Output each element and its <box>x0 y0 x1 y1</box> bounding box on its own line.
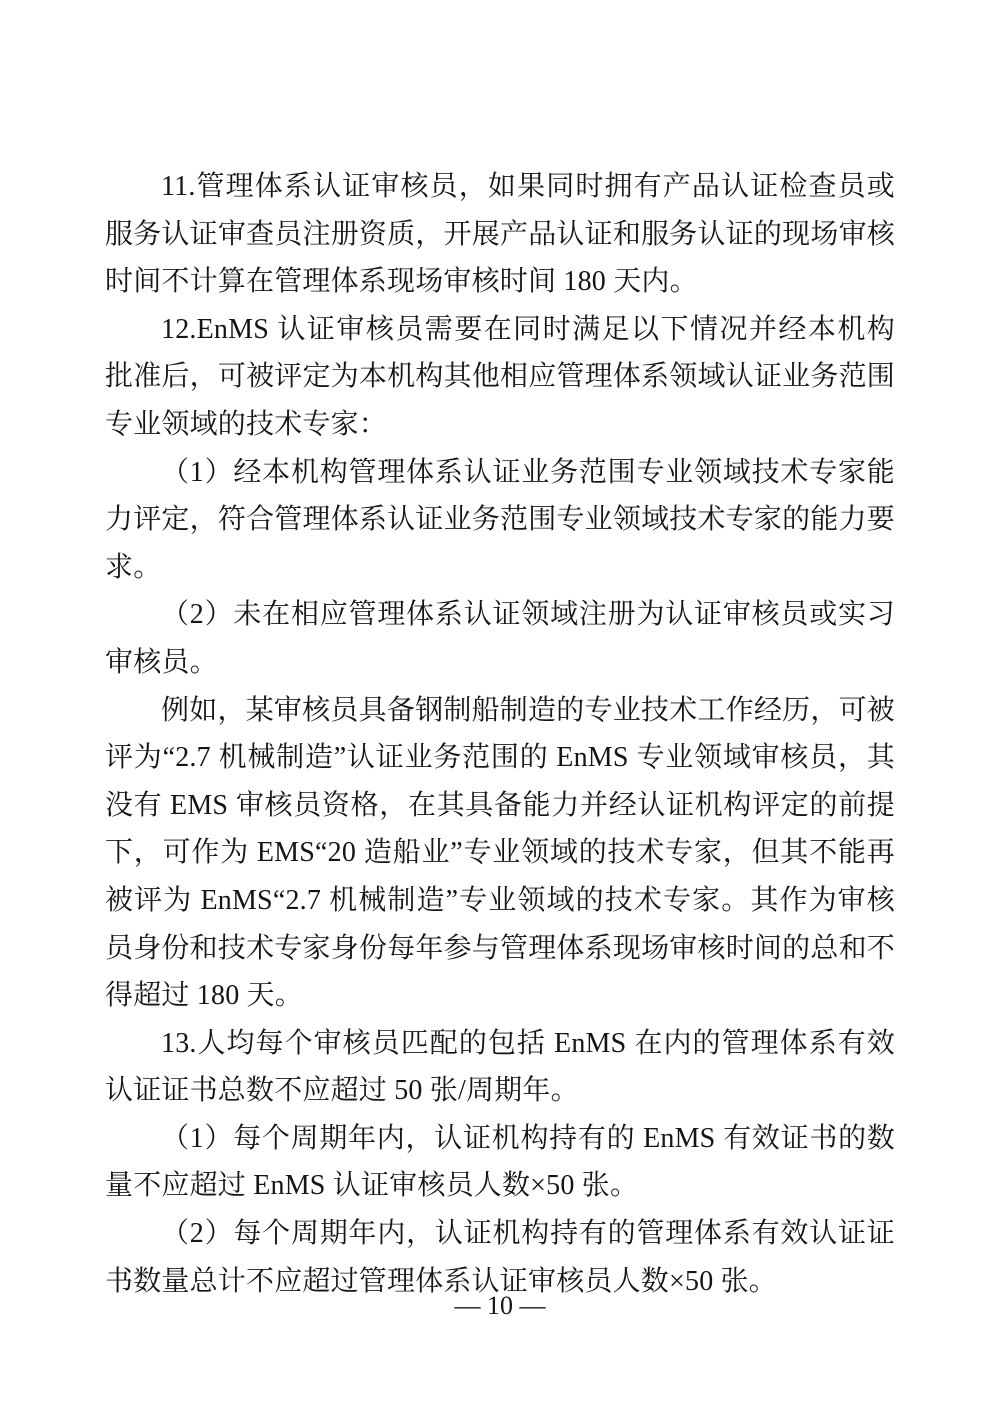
paragraph-11: 11.管理体系认证审核员，如果同时拥有产品认证检查员或服务认证审查员注册资质，开展产品认证和服务认证的现场审核时间不计算在管理体系现场审核时间 180 天内。 <box>105 171 895 298</box>
paragraph-13-item-1: （1）每个周期年内，认证机构持有的 EnMS 有效证书的数量不应超过 EnMS 认证审核员人数×50 张。 <box>105 1122 895 1202</box>
paragraph-12-item-1: （1）经本机构管理体系认证业务范围专业领域技术专家能力评定，符合管理体系认证业务范围专业领域技术专家的能力要求。 <box>105 456 895 583</box>
paragraph-12: 12.EnMS 认证审核员需要在同时满足以下情况并经本机构批准后，可被评定为本机构其他相应管理体系领域认证业务范围专业领域的技术专家： <box>105 313 895 440</box>
document-body <box>105 163 895 1305</box>
paragraph-13-item-2: （2）每个周期年内，认证机构持有的管理体系有效认证证书数量总计不应超过管理体系认证审核员人数×50 张。 <box>105 1218 895 1297</box>
page-number: — 10 — <box>454 1291 546 1320</box>
paragraph-13: 13.人均每个审核员匹配的包括 EnMS 在内的管理体系有效认证证书总数不应超过 50 张/周期年。 <box>105 1027 895 1107</box>
paragraph-12-item-2: （2）未在相应管理体系认证领域注册为认证审核员或实习审核员。 <box>105 599 895 678</box>
paragraph-example: 例如，某审核员具备钢制船制造的专业技术工作经历，可被评为“2.7 机械制造”认证业务范围的 EnMS 专业领域审核员，其没有 EMS 审核员资格，在其具备能力并经认证机构评定的前提下，可作为 EMS“20 造船业”专业领域的技术专家，但其不能再被评为 EnMS“2.7 机械制造”专业领域的技术专家。其作为审核员身份和技术专家身份每年参与管理体系现场审核时间的总和不得超过 180 天。 <box>105 694 895 1012</box>
